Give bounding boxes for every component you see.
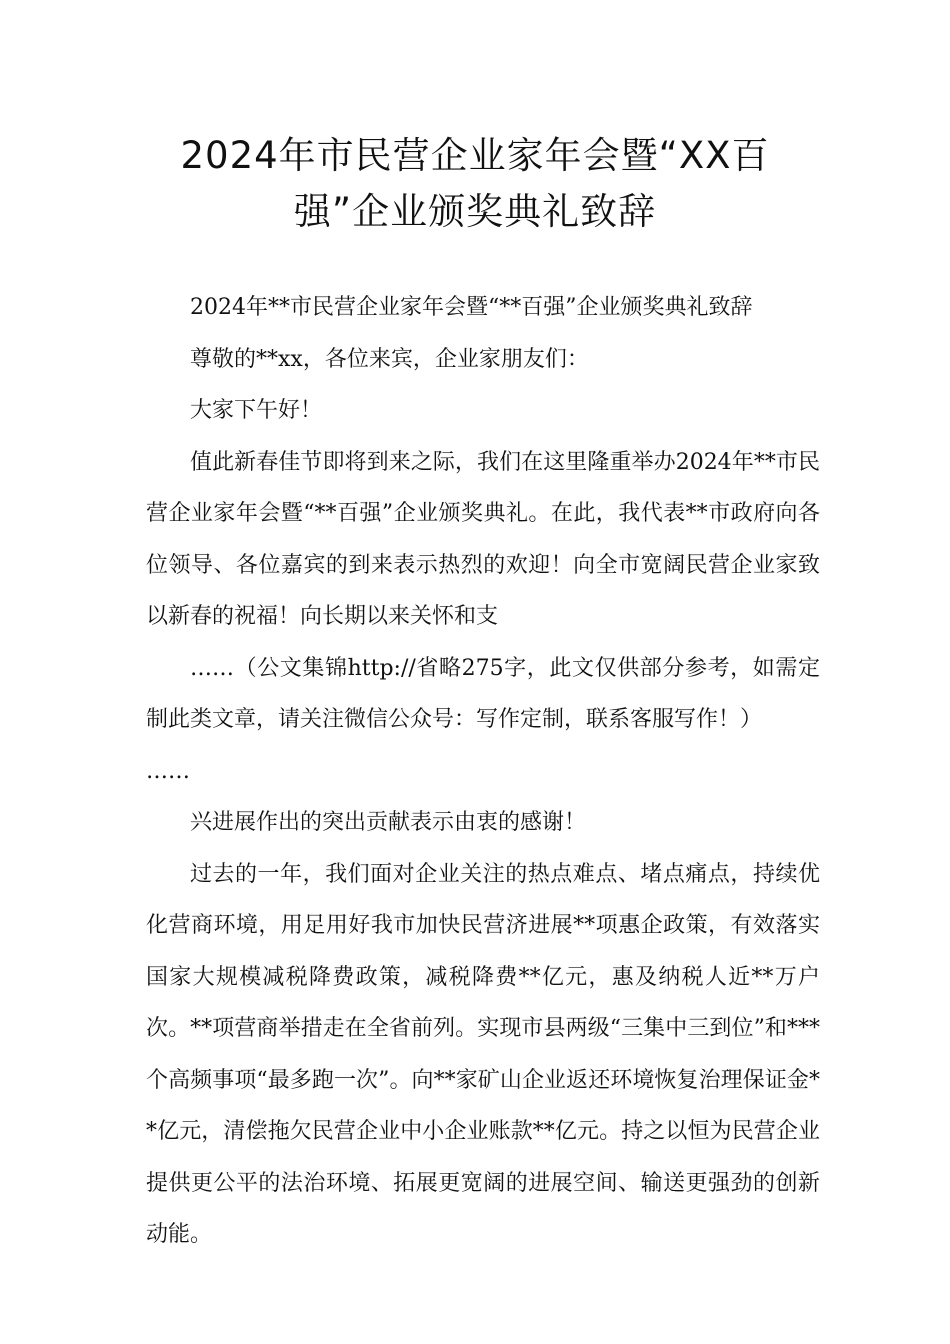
salutation-paragraph: 尊敬的**xx，各位来宾，企业家朋友们： [190, 346, 589, 372]
omission-note-paragraph: ……（公文集锦http://省略275字，此文仅供部分参考，如需定制此类文章，请关注微信公众号：写作定制，联系客服写作！） [146, 655, 820, 732]
document-body [146, 282, 820, 1261]
ellipsis-paragraph: …… [146, 758, 190, 784]
body-paragraph: 兴进展作出的突出贡献表示由衷的感谢！ [190, 810, 587, 835]
document-title [120, 128, 830, 240]
document-title-line-1: 2024年市民营企业家年会暨“XX百 [180, 134, 770, 177]
subtitle-paragraph: 2024年**市民营企业家年会暨“**百强”企业颁奖典礼致辞 [190, 295, 753, 320]
document-title-line-2: 强”企业颁奖典礼致辞 [293, 190, 657, 233]
body-paragraph: 过去的一年，我们面对企业关注的热点难点、堵点痛点，持续优化营商环境，用足用好我市加快民营济进展**项惠企政策，有效落实国家大规模减税降费政策，减税降费**亿元，惠及纳税人近**万户次。**项营商举措走在全省前列。实现市县两级“三集中三到位”和***个高频事项“最多跑一次”。向**家矿山企业返还环境恢复治理保证金**亿元，清偿拖欠民营企业中小企业账款**亿元。持之以恒为民营企业提供更公平的法治环境、拓展更宽阔的进展空间、输送更强劲的创新动能。 [146, 861, 820, 1247]
greeting-paragraph: 大家下午好！ [190, 398, 323, 423]
body-paragraph: 值此新春佳节即将到来之际，我们在这里隆重举办2024年**市民营企业家年会暨“**百强”企业颁奖典礼。在此，我代表**市政府向各位领导、各位嘉宾的到来表示热烈的欢迎！向全市宽阔民营企业家致以新春的祝福！向长期以来关怀和支 [146, 449, 820, 629]
